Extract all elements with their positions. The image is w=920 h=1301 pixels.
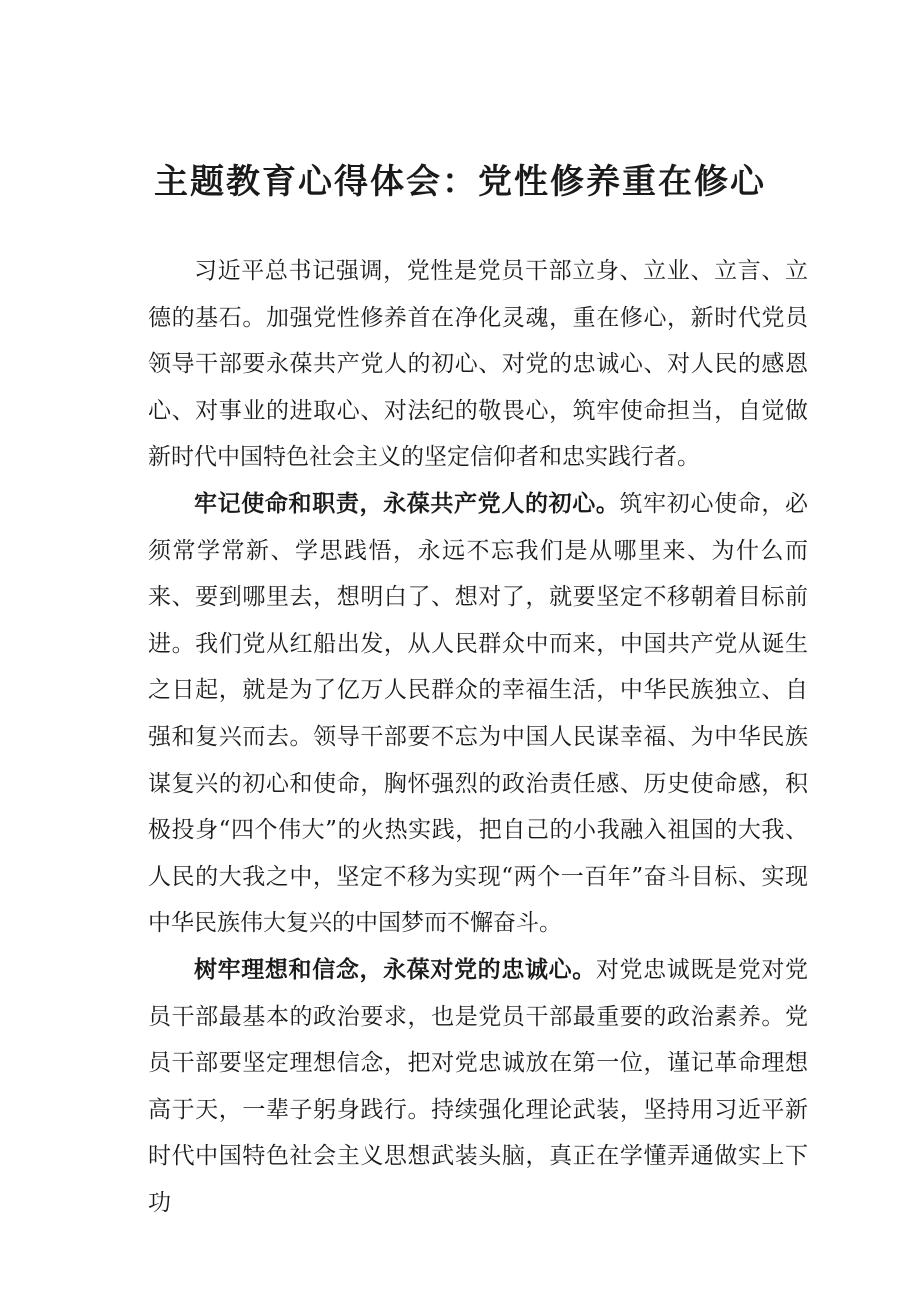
paragraph-text: 习近平总书记强调，党性是党员干部立身、立业、立言、立德的基石。加强党性修养首在净化灵魂，重在修心，新时代党员领导干部要永葆共产党人的初心、对党的忠诚心、对人民的感恩心、对事业的进取心、对法纪的敬畏心，筑牢使命担当，自觉做新时代中国特色社会主义的坚定信仰者和忠实践行者。 (148, 258, 808, 471)
paragraph-lead: 树牢理想和信念，永葆对党的忠诚心。 (194, 956, 596, 983)
paragraph-loyalty (148, 947, 808, 1227)
paragraph-lead: 牢记使命和职责，永葆共产党人的初心。 (194, 490, 620, 517)
paragraph-text: 对党忠诚既是党对党员干部最基本的政治要求，也是党员干部最重要的政治素养。党员干部要坚定理想信念，把对党忠诚放在第一位，谨记革命理想高于天，一辈子躬身践行。持续强化理论武装，坚持用习近平新时代中国特色社会主义思想武装头脑，真正在学懂弄通做实上下功 (148, 956, 809, 1216)
document-title: 主题教育心得体会：党性修养重在修心 (154, 162, 766, 202)
paragraph-intro (148, 248, 808, 481)
paragraph-text: 筑牢初心使命，必须常学常新、学思践悟，永远不忘我们是从哪里来、为什么而来、要到哪里去，想明白了、想对了，就要坚定不移朝着目标前进。我们党从红船出发，从人民群众中而来，中国共产党从诞生之日起，就是为了亿万人民群众的幸福生活，中华民族独立、自强和复兴而去。领导干部要不忘为中国人民谋幸福、为中华民族谋复兴的初心和使命，胸怀强烈的政治责任感、历史使命感，积极投身“四个伟大”的火热实践，把自己的小我融入祖国的大我、人民的大我之中，坚定不移为实现“两个一百年”奋斗目标、实现中华民族伟大复兴的中国梦而不懈奋斗。 (148, 490, 809, 937)
document-body (148, 248, 808, 1226)
paragraph-mission (148, 481, 808, 947)
